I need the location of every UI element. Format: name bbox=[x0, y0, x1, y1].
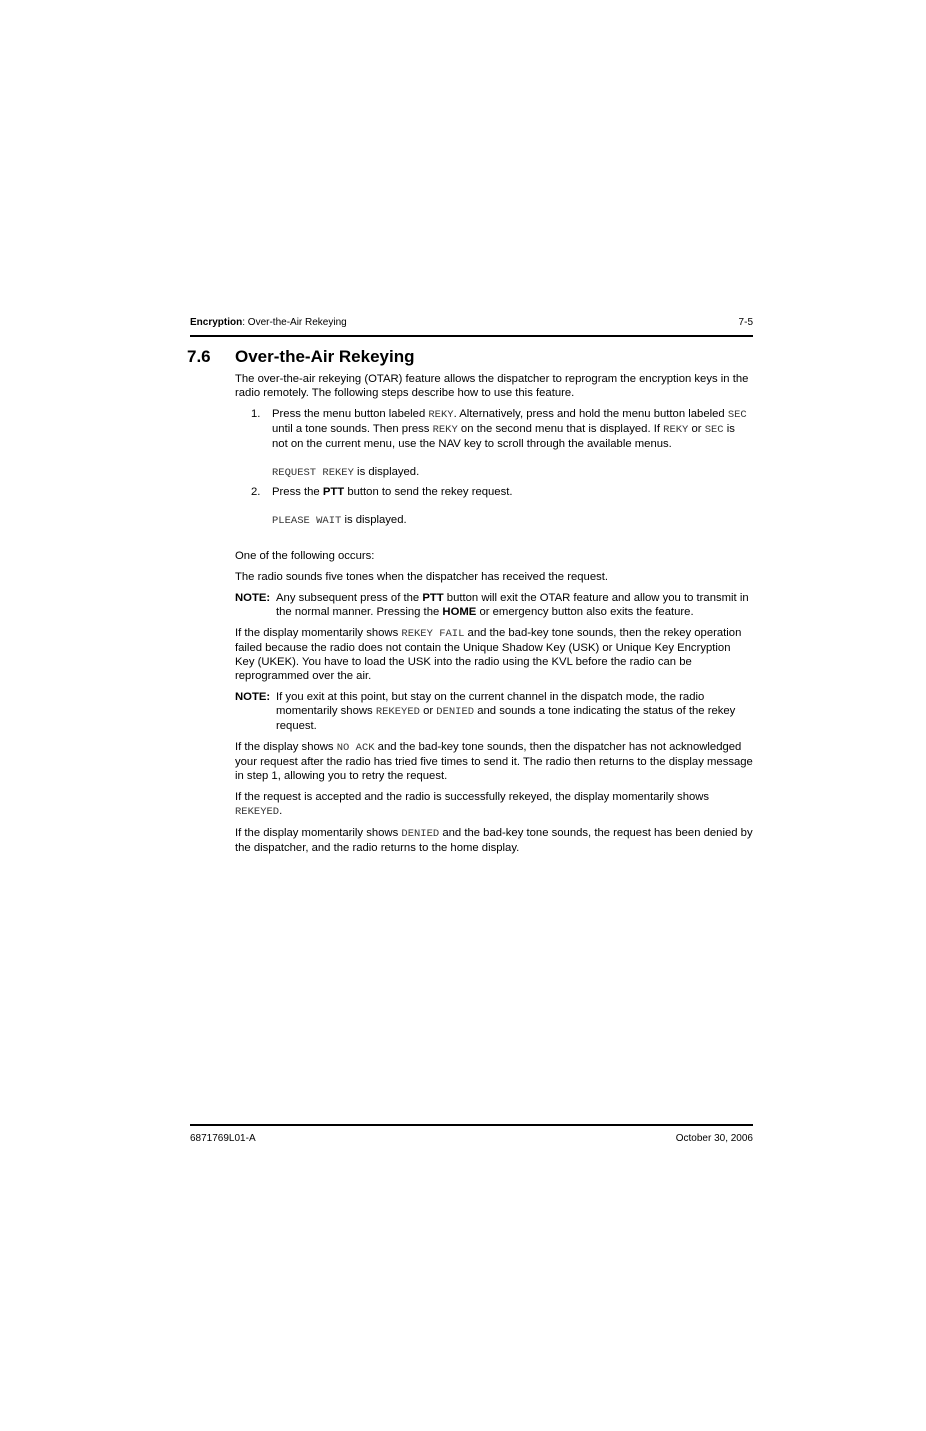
accepted-text: If the request is accepted and the radio is successfully rekeyed, the display momentarily shows bbox=[235, 791, 710, 803]
ptt-key: PTT bbox=[422, 592, 444, 604]
rekey-fail-text: and the bad-key tone sounds, then the rekey operation failed because the radio does not contain the Unique Shadow Key (USK) or Unique Key Encryption Key (UKEK). You have to load the USK into the radio using the KVL before the radio can be reprogrammed over the air. bbox=[235, 627, 742, 682]
footer-date: October 30, 2006 bbox=[675, 1133, 753, 1144]
step-2-text: button to send the rekey request. bbox=[344, 486, 513, 498]
step-1-text: Press the menu button labeled bbox=[272, 408, 429, 420]
step-2-result-text: is displayed. bbox=[341, 514, 407, 526]
denied-text: and the bad-key tone sounds, the request has been denied by the dispatcher, and the radio returns to the home display. bbox=[235, 827, 753, 854]
header-chapter-title bbox=[190, 317, 347, 329]
step-2 bbox=[235, 485, 753, 499]
section-heading bbox=[187, 347, 753, 367]
denied-paragraph bbox=[235, 826, 753, 855]
section-number: 7.6 bbox=[187, 347, 211, 366]
note-2 bbox=[235, 690, 753, 733]
step-1-result-text: is displayed. bbox=[353, 466, 420, 478]
display-code-no-ack: NO ACK bbox=[336, 742, 375, 754]
rekey-fail-paragraph bbox=[235, 626, 753, 683]
display-code-request-rekey: REQUEST REKEY bbox=[272, 467, 354, 479]
display-code-sec: SEC bbox=[704, 424, 724, 436]
running-footer bbox=[190, 1133, 753, 1147]
display-code-rekey-fail: REKEY FAIL bbox=[401, 628, 465, 640]
display-code-denied: DENIED bbox=[436, 706, 475, 718]
header-rule bbox=[190, 335, 753, 337]
note-2-text: or bbox=[419, 705, 437, 717]
accepted-text: . bbox=[279, 805, 283, 817]
display-code-denied: DENIED bbox=[401, 828, 440, 840]
step-2-text: Press the bbox=[272, 486, 323, 498]
note-label: NOTE: bbox=[235, 592, 271, 604]
display-code-sec: SEC bbox=[727, 409, 747, 421]
display-code-rekeyed: REKEYED bbox=[375, 706, 420, 718]
display-code-rekeyed: REKEYED bbox=[235, 806, 280, 818]
note-2-text: If you exit at this point, but stay on the current channel in the dispatch mode, the radio momentarily shows bbox=[276, 691, 705, 717]
header-separator: : bbox=[242, 317, 248, 328]
note-2-text: and sounds a tone indicating the status of the rekey request. bbox=[276, 705, 736, 732]
display-code-please-wait: PLEASE WAIT bbox=[272, 515, 342, 527]
body-text bbox=[235, 372, 753, 862]
step-1-result bbox=[235, 465, 753, 480]
footer-doc-number: 6871769L01-A bbox=[190, 1133, 256, 1144]
no-ack-paragraph bbox=[235, 740, 753, 783]
display-code-reky: REKY bbox=[428, 409, 454, 421]
running-header bbox=[190, 317, 753, 331]
denied-text: If the display momentarily shows bbox=[235, 827, 402, 839]
footer-rule bbox=[190, 1124, 753, 1126]
display-code-reky: REKY bbox=[432, 424, 458, 436]
rekey-fail-text: If the display momentarily shows bbox=[235, 627, 402, 639]
step-1 bbox=[235, 407, 753, 451]
step-2-result bbox=[235, 513, 753, 528]
note-1-text: or emergency button also exits the feature. bbox=[476, 606, 694, 618]
note-1-text: Any subsequent press of the bbox=[276, 592, 423, 604]
step-1-text: until a tone sounds. Then press bbox=[272, 423, 433, 435]
header-page-number: 7-5 bbox=[738, 317, 753, 328]
header-topic: Over-the-Air Rekeying bbox=[247, 317, 347, 328]
home-key: HOME bbox=[442, 606, 477, 618]
step-1-text: . Alternatively, press and hold the menu button labeled bbox=[453, 408, 728, 420]
accepted-paragraph bbox=[235, 790, 753, 819]
header-chapter: Encryption bbox=[190, 317, 243, 328]
step-1-text: is not on the current menu, use the NAV key to scroll through the available menus. bbox=[272, 423, 735, 450]
step-2-number: 2. bbox=[251, 486, 261, 498]
note-1-text: button will exit the OTAR feature and allow you to transmit in the normal manner. Pressing the bbox=[276, 592, 749, 618]
intro-paragraph: The over-the-air rekeying (OTAR) feature allows the dispatcher to reprogram the encryption keys in the radio remotely. The following steps describe how to use this feature. bbox=[235, 373, 749, 399]
display-code-reky: REKY bbox=[663, 424, 689, 436]
five-tones-paragraph: The radio sounds five tones when the dispatcher has received the request. bbox=[235, 571, 609, 583]
note-label: NOTE: bbox=[235, 691, 271, 703]
step-1-text: on the second menu that is displayed. If bbox=[457, 423, 664, 435]
step-1-number: 1. bbox=[251, 408, 261, 420]
step-1-text: or bbox=[688, 423, 705, 435]
section-title: Over-the-Air Rekeying bbox=[235, 347, 415, 366]
note-1 bbox=[235, 591, 753, 619]
ptt-key: PTT bbox=[322, 486, 345, 498]
no-ack-text: and the bad-key tone sounds, then the dispatcher has not acknowledged your request after the radio has tried five times to send it. The radio then returns to the display message in step 1, allowing you to retry the request. bbox=[235, 741, 753, 782]
occurs-paragraph: One of the following occurs: bbox=[235, 550, 375, 562]
no-ack-text: If the display shows bbox=[235, 741, 337, 753]
